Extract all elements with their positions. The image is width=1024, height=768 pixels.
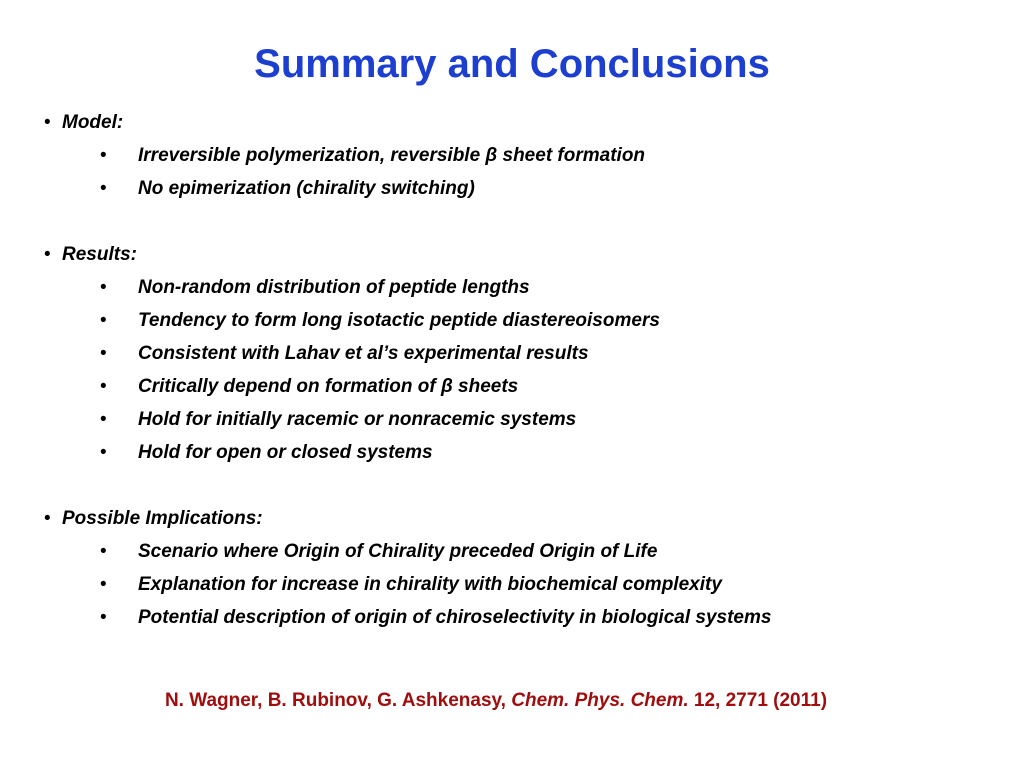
list-item <box>44 337 1004 370</box>
bullet-icon: • <box>100 145 107 166</box>
citation-journal: Chem. Phys. Chem. <box>511 690 689 711</box>
list-item-text: Potential description of origin of chiroselectivity in biological systems <box>138 607 772 628</box>
section-heading <box>44 238 1004 271</box>
bullet-icon: • <box>100 409 107 430</box>
list-item-text: Hold for open or closed systems <box>138 442 433 463</box>
list-item <box>44 370 1004 403</box>
bullet-list <box>44 535 1004 634</box>
bullet-icon: • <box>100 343 107 364</box>
list-item <box>44 601 1004 634</box>
slide-title: Summary and Conclusions <box>254 42 770 86</box>
list-item-text: Explanation for increase in chirality with biochemical complexity <box>138 574 722 595</box>
list-item-text: Tendency to form long isotactic peptide diastereoisomers <box>138 310 660 331</box>
bullet-icon: • <box>100 277 107 298</box>
list-item-text: Consistent with Lahav et al’s experimental results <box>138 343 589 364</box>
bullet-list <box>44 139 1004 205</box>
list-item-text: Critically depend on formation of β sheets <box>138 376 519 397</box>
bullet-list <box>44 271 1004 469</box>
bullet-icon: • <box>100 607 107 628</box>
bullet-icon: • <box>100 574 107 595</box>
list-item <box>44 403 1004 436</box>
section-heading <box>44 106 1004 139</box>
bullet-icon: • <box>100 310 107 331</box>
citation-authors: N. Wagner, B. Rubinov, G. Ashkenasy, <box>164 690 506 711</box>
list-item-text: Non-random distribution of peptide lengths <box>138 277 530 298</box>
section-heading-label: Model: <box>62 112 124 133</box>
list-item <box>44 304 1004 337</box>
bullet-icon: • <box>44 244 51 265</box>
section-heading-label: Results: <box>62 244 137 265</box>
list-item-text: Hold for initially racemic or nonracemic systems <box>138 409 577 430</box>
list-item <box>44 139 1004 172</box>
citation <box>0 686 992 716</box>
list-item <box>44 535 1004 568</box>
bullet-icon: • <box>100 442 107 463</box>
bullet-icon: • <box>44 112 51 133</box>
list-item <box>44 436 1004 469</box>
section-possible-implications <box>44 502 1004 634</box>
bullet-icon: • <box>100 376 107 397</box>
section-heading-label: Possible Implications: <box>62 508 263 529</box>
slide-content <box>44 106 1004 634</box>
section-model <box>44 106 1004 205</box>
list-item <box>44 271 1004 304</box>
bullet-icon: • <box>100 541 107 562</box>
list-item-text: Irreversible polymerization, reversible β sheet formation <box>138 145 646 166</box>
list-item-text: No epimerization (chirality switching) <box>138 178 475 199</box>
list-item <box>44 568 1004 601</box>
list-item-text: Scenario where Origin of Chirality preceded Origin of Life <box>138 541 658 562</box>
bullet-icon: • <box>44 508 51 529</box>
section-heading <box>44 502 1004 535</box>
citation-details: 12, 2771 (2011) <box>693 690 828 711</box>
bullet-icon: • <box>100 178 107 199</box>
list-item <box>44 172 1004 205</box>
section-results <box>44 238 1004 469</box>
